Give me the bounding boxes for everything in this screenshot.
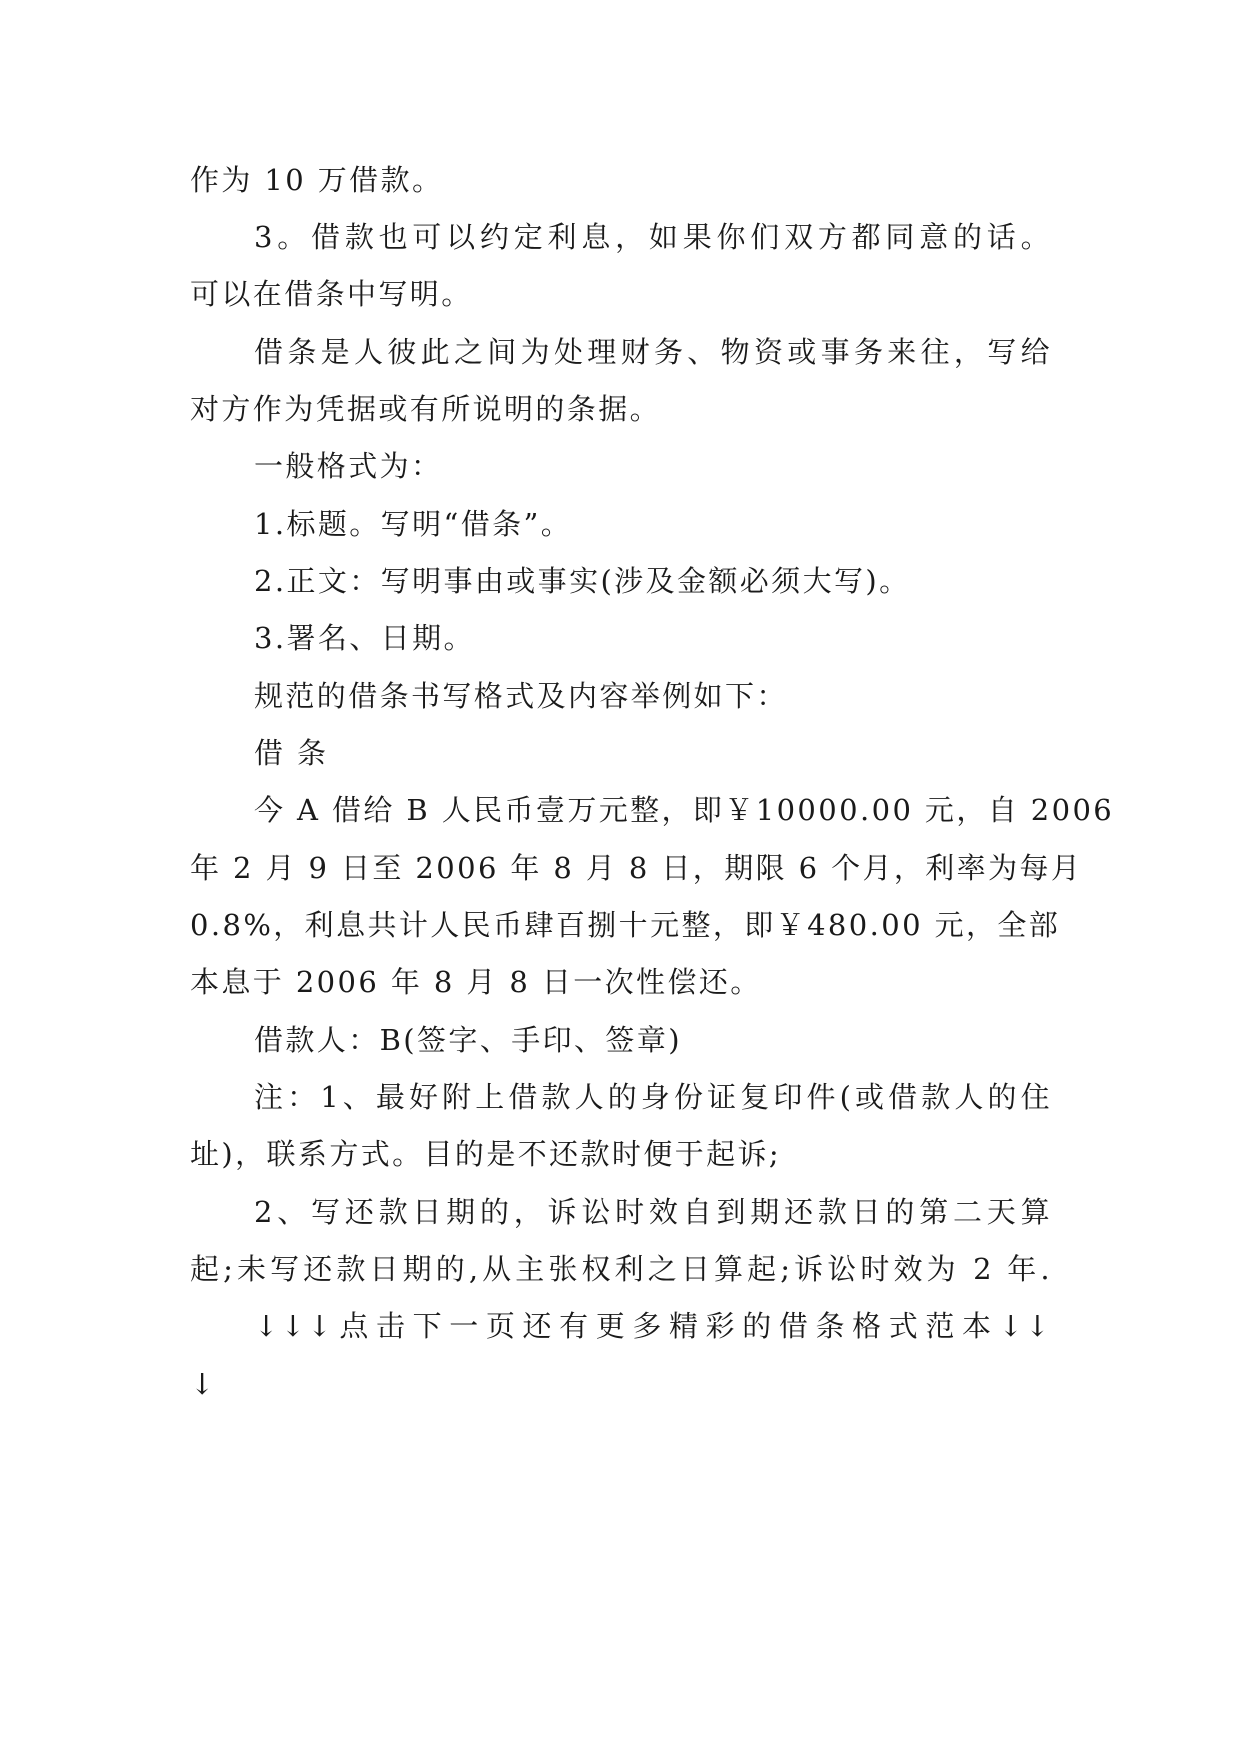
next-page-prompt: ↓↓↓点击下一页还有更多精彩的借条格式范本↓↓: [254, 1309, 1052, 1343]
paragraph-line: 作为 10 万借款。: [190, 163, 444, 197]
paragraph-line: 一般格式为：: [254, 449, 443, 483]
paragraph-line: 址)，联系方式。目的是不还款时便于起诉;: [190, 1137, 782, 1171]
paragraph-line: 2、写还款日期的，诉讼时效自到期还款日的第二天算: [254, 1195, 1052, 1229]
paragraph-line: 1.标题。写明“借条”。: [254, 507, 573, 541]
paragraph-line: 3。借款也可以约定利息，如果你们双方都同意的话。: [254, 220, 1052, 254]
paragraph-line: 对方作为凭据或有所说明的条据。: [190, 392, 662, 426]
paragraph-line: 借条是人彼此之间为处理财务、物资或事务来往，写给: [254, 335, 1052, 369]
paragraph-line: 2.正文：写明事由或事实(涉及金额必须大写)。: [254, 564, 911, 598]
paragraph-line: 0.8%，利息共计人民币肆百捌十元整，即￥480.00 元，全部: [190, 908, 1061, 942]
paragraph-line: 借款人：B(签字、手印、签章): [254, 1023, 682, 1057]
paragraph-line: 起;未写还款日期的,从主张权利之日算起;诉讼时效为 2 年.: [190, 1252, 1052, 1286]
paragraph-line: 规范的借条书写格式及内容举例如下：: [254, 679, 788, 713]
paragraph-line: 可以在借条中写明。: [190, 277, 473, 311]
next-page-arrow: ↓: [190, 1367, 217, 1401]
paragraph-line: 注：1、最好附上借款人的身份证复印件(或借款人的住: [254, 1080, 1052, 1114]
paragraph-line: 本息于 2006 年 8 月 8 日一次性偿还。: [190, 965, 762, 999]
receipt-title: 借 条: [254, 736, 329, 770]
paragraph-line: 年 2 月 9 日至 2006 年 8 月 8 日，期限 6 个月，利率为每月: [190, 851, 1083, 885]
paragraph-line: 3.署名、日期。: [254, 621, 475, 655]
paragraph-line: 今 A 借给 B 人民币壹万元整，即￥10000.00 元，自 2006: [254, 793, 1115, 827]
